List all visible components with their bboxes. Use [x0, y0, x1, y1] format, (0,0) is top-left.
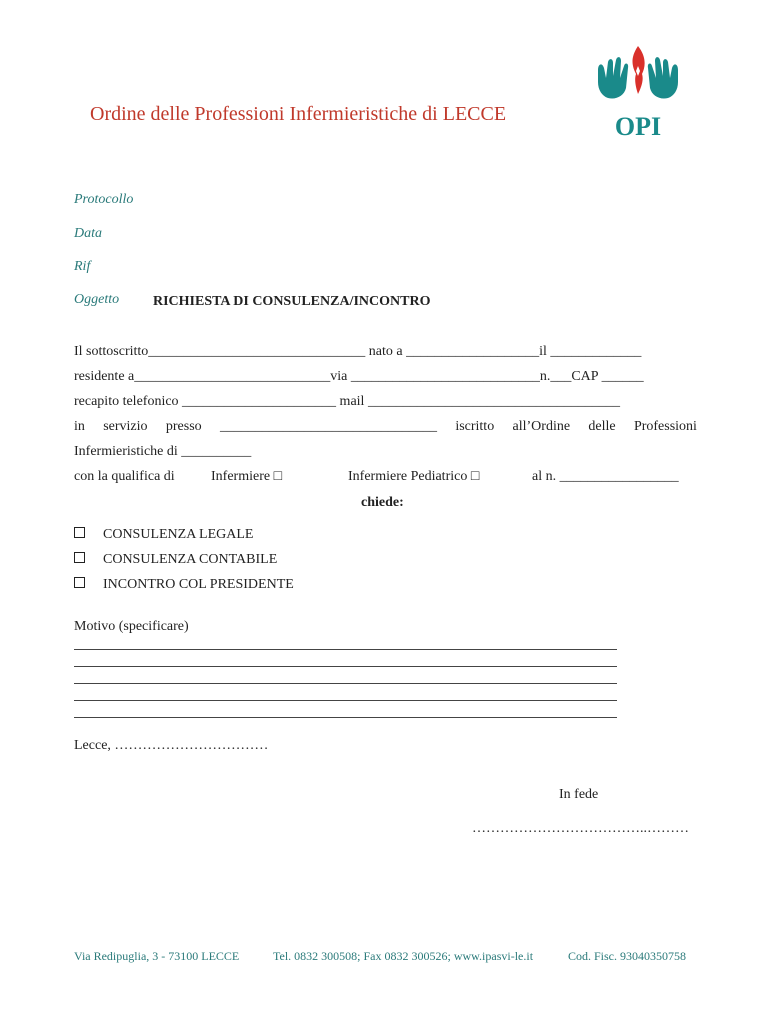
logo-text: OPI	[614, 112, 662, 141]
footer-tax-code: Cod. Fisc. 93040350758	[568, 949, 687, 963]
subject-text: RICHIESTA DI CONSULENZA/INCONTRO	[153, 294, 431, 309]
motivo-line[interactable]	[74, 717, 617, 718]
opi-logo	[592, 44, 684, 140]
word: iscritto	[455, 419, 495, 434]
form-line-service[interactable]	[74, 419, 697, 435]
title-part: O	[90, 103, 105, 125]
title-part: rdine delle	[104, 103, 195, 125]
option-label: INCONTRO COL PRESIDENTE	[103, 577, 294, 592]
service-blank[interactable]: _______________________________	[219, 419, 437, 434]
hands-flame-icon	[592, 44, 684, 114]
form-line-contacts[interactable]: recapito telefonico ______________________ mail ____________________________________	[74, 394, 620, 409]
title-part: nfermieristiche di	[296, 103, 443, 125]
option-consulenza-legale[interactable]	[74, 527, 254, 543]
motivo-line[interactable]	[74, 683, 617, 684]
option-infermiere-pediatrico[interactable]: Infermiere Pediatrico □	[348, 469, 480, 484]
motivo-label: Motivo (specificare)	[74, 619, 189, 634]
word: in	[74, 419, 85, 434]
title-part: rofessioni	[205, 103, 290, 125]
place-date-field[interactable]: Lecce, ……………………………	[74, 738, 269, 753]
footer-address: Via Redipuglia, 3 - 73100 LECCE	[74, 949, 240, 963]
word: presso	[165, 419, 202, 434]
title-part: P	[194, 103, 206, 125]
in-fede-label: In fede	[559, 787, 599, 802]
signature-field[interactable]: ………………………………..………	[472, 821, 689, 836]
option-label: CONSULENZA CONTABILE	[103, 552, 278, 567]
checkbox[interactable]	[74, 552, 85, 563]
word: all’Ordine	[512, 419, 571, 434]
register-number-field[interactable]: al n. _________________	[532, 469, 679, 484]
option-incontro-presidente[interactable]	[74, 577, 294, 593]
checkbox[interactable]	[74, 577, 85, 588]
oggetto-label: Oggetto	[74, 292, 120, 307]
checkbox[interactable]	[74, 527, 85, 538]
word: servizio	[103, 419, 148, 434]
form-line-residence[interactable]: residente a____________________________via ___________________________n.___CAP ______	[74, 369, 644, 384]
option-infermiere[interactable]: Infermiere □	[211, 469, 283, 484]
word: Professioni	[633, 419, 697, 434]
word: delle	[588, 419, 616, 434]
rif-label: Rif	[74, 259, 91, 274]
data-label: Data	[74, 226, 102, 241]
protocollo-label: Protocollo	[74, 192, 134, 207]
option-consulenza-contabile[interactable]	[74, 552, 277, 568]
option-label: CONSULENZA LEGALE	[103, 527, 254, 542]
document-title	[90, 103, 506, 126]
qualifica-prefix: con la qualifica di	[74, 469, 175, 484]
form-line-register[interactable]: Infermieristiche di __________	[74, 444, 252, 459]
title-part: I	[289, 103, 297, 125]
title-part: LECCE	[442, 103, 507, 125]
motivo-line[interactable]	[74, 700, 617, 701]
motivo-line[interactable]	[74, 666, 617, 667]
chiede-heading: chiede:	[361, 495, 404, 510]
form-line-name[interactable]: Il sottoscritto_______________________________ nato a ___________________il _____________	[74, 344, 642, 359]
motivo-line[interactable]	[74, 649, 617, 650]
footer-contacts: Tel. 0832 300508; Fax 0832 300526; www.ipasvi-le.it	[273, 949, 534, 963]
